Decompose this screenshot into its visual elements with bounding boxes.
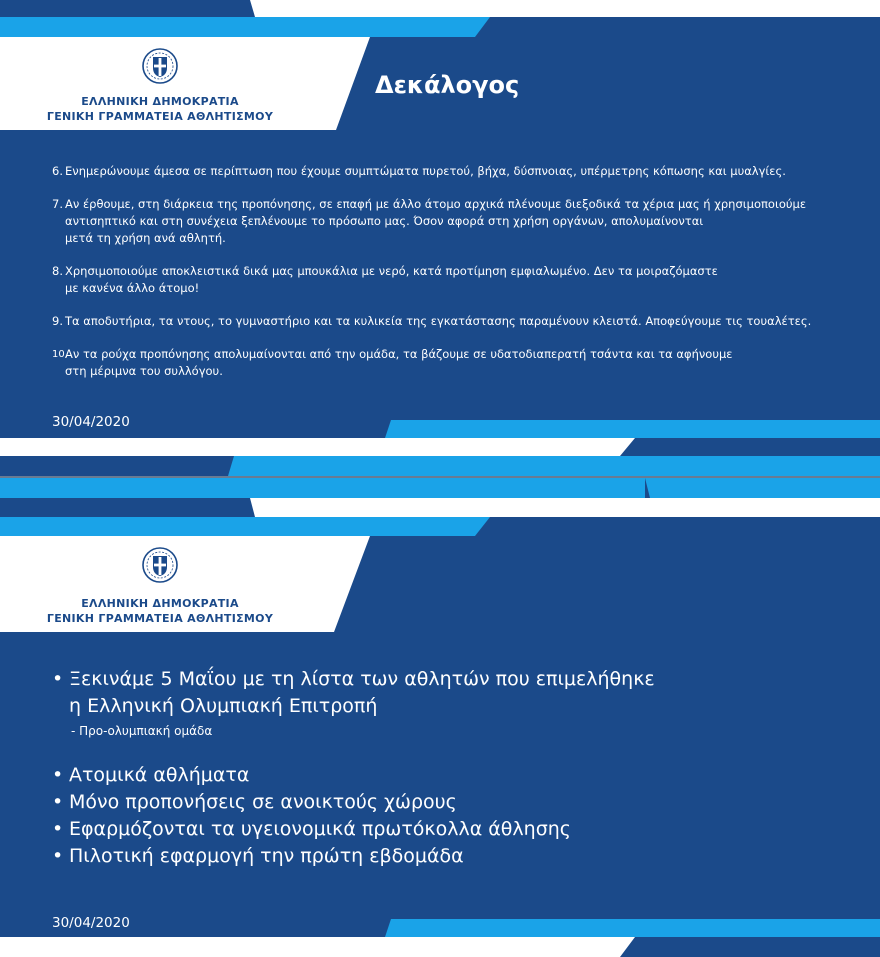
bullet-icon: • — [52, 818, 64, 840]
bottom-white-band — [0, 438, 635, 456]
org-line-2: ΓΕΝΙΚΗ ΓΡΑΜΜΑΤΕΙΑ ΑΘΛΗΤΙΣΜΟΥ — [46, 110, 274, 123]
bullet-group — [52, 762, 852, 870]
list-item — [52, 843, 852, 870]
list-item — [52, 762, 852, 789]
slide-date: 30/04/2020 — [52, 414, 130, 430]
list-item — [52, 263, 880, 297]
item-line: Τα αποδυτήρια, τα ντους, το γυμναστήριο και τα κυλικεία της εγκατάστασης παραμένουν κλειστά. Αποφεύγουμε τις τουαλέτες. — [65, 314, 812, 328]
item-number: 10. — [52, 349, 68, 360]
org-line-1: ΕΛΛΗΝΙΚΗ ΔΗΜΟΚΡΑΤΙΑ — [81, 95, 239, 108]
list-item — [52, 666, 852, 720]
bullet-text: Μόνο προπονήσεις σε ανοικτούς χώρους — [69, 791, 457, 813]
org-line-2: ΓΕΝΙΚΗ ΓΡΑΜΜΑΤΕΙΑ ΑΘΛΗΤΙΣΜΟΥ — [46, 612, 274, 625]
bottom-light-blue-band-2 — [228, 456, 880, 476]
sub-bullet: - Προ-ολυμπιακή ομάδα — [71, 724, 213, 738]
list-item — [52, 816, 852, 843]
bottom-white-band — [0, 937, 635, 957]
top-light-blue-band-2 — [0, 517, 490, 536]
page-title: Δεκάλογος — [375, 71, 520, 99]
bottom-light-blue-band — [385, 919, 880, 937]
list-item — [52, 789, 852, 816]
top-white-band — [0, 0, 880, 17]
bullet-text: Εφαρμόζονται τα υγειονομικά πρωτόκολλα άθλησης — [69, 818, 571, 840]
item-number: 6. — [52, 164, 63, 178]
list-item — [52, 163, 880, 180]
item-line: Χρησιμοποιούμε αποκλειστικά δικά μας μπουκάλια με νερό, κατά προτίμηση εμφιαλωμένο. Δεν τα μοιραζόμαστε — [65, 264, 718, 278]
list-item — [52, 346, 880, 380]
bullet-line: Ξεκινάμε 5 Μαΐου με τη λίστα των αθλητών που επιμελήθηκε — [69, 668, 655, 690]
bullet-list — [52, 666, 852, 870]
item-number: 8. — [52, 264, 63, 278]
numbered-list — [52, 163, 880, 396]
item-line: μετά τη χρήση ανά αθλητή. — [65, 231, 226, 245]
top-white-band — [0, 478, 645, 498]
bullet-text: Ατομικά αθλήματα — [69, 764, 250, 786]
slide-date: 30/04/2020 — [52, 915, 130, 931]
bottom-light-blue-band — [385, 420, 880, 438]
item-line: Ενημερώνουμε άμεσα σε περίπτωση που έχουμε συμπτώματα πυρετού, βήχα, δύσπνοιας, υπέρμετρης κόπωσης και μυαλγίες. — [65, 164, 786, 178]
bullet-text: Πιλοτική εφαρμογή την πρώτη εβδομάδα — [69, 845, 464, 867]
item-line: Αν τα ρούχα προπόνησης απολυμαίνονται από την ομάδα, τα βάζουμε σε υδατοδιαπερατή τσάντα και τα αφήνουμε — [65, 347, 733, 361]
item-line: Αν έρθουμε, στη διάρκεια της προπόνησης, σε επαφή με άλλο άτομο αρχικά πλένουμε διεξοδικά τα χέρια μας ή χρησιμοποιούμε — [65, 197, 807, 211]
list-item — [52, 196, 880, 247]
list-item — [52, 313, 880, 330]
bullet-line: η Ελληνική Ολυμπιακή Επιτροπή — [69, 695, 378, 717]
item-line: με κανένα άλλο άτομο! — [65, 281, 200, 295]
bullet-icon: • — [52, 764, 64, 786]
item-number: 7. — [52, 197, 63, 211]
org-line-1: ΕΛΛΗΝΙΚΗ ΔΗΜΟΚΡΑΤΙΑ — [81, 597, 239, 610]
greek-coat-of-arms-icon — [138, 545, 182, 585]
item-line: αντισηπτικό και στη συνέχεια ξεπλένουμε το πρόσωπο μας. Όσον αφορά στη χρήση οργάνων, απολυμαίνονται — [65, 214, 704, 228]
bullet-icon: • — [52, 791, 64, 813]
item-number: 9. — [52, 314, 63, 328]
top-white-band-2 — [0, 498, 880, 517]
slide-dekalogos — [0, 0, 880, 476]
bullet-icon: • — [52, 668, 64, 690]
item-line: στη μέριμνα του συλλόγου. — [65, 364, 223, 378]
greek-coat-of-arms-icon — [138, 46, 182, 86]
bullet-icon: • — [52, 845, 64, 867]
org-name — [0, 596, 320, 626]
org-name — [0, 94, 320, 124]
top-light-blue-band — [0, 17, 490, 37]
